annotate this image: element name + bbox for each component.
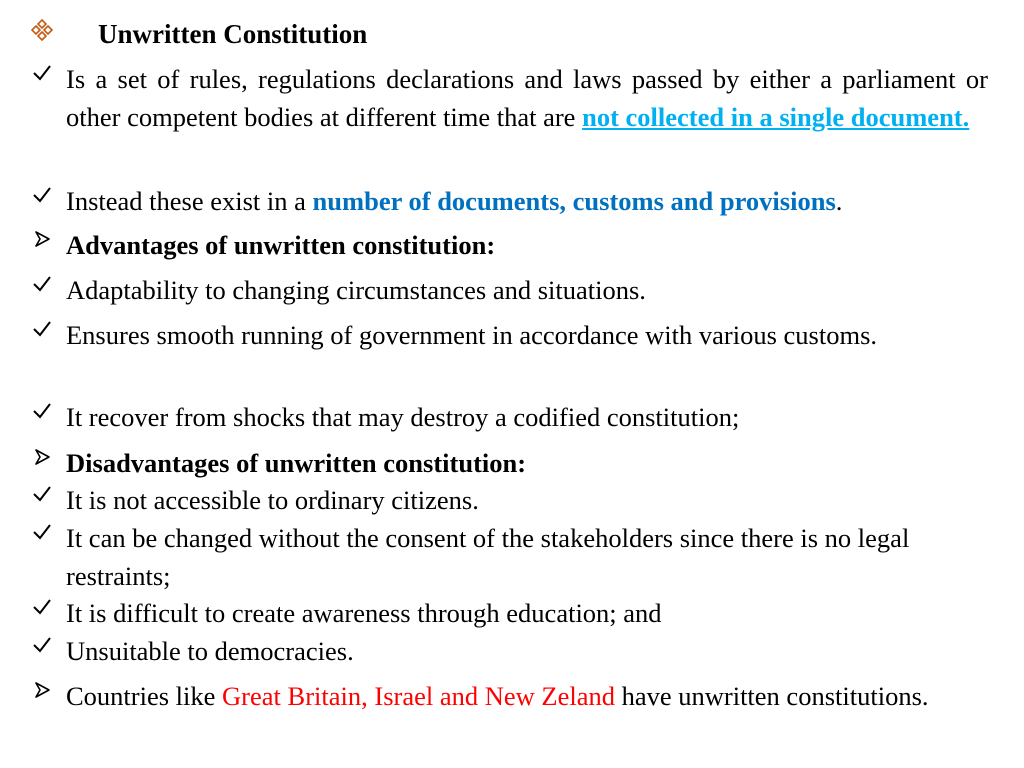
existence-highlight: number of documents, customs and provisions [312, 186, 836, 216]
checkmark-icon [28, 523, 56, 541]
arrow-head-icon [28, 448, 56, 466]
page-title: Unwritten Constitution [98, 19, 368, 49]
disadvantage-item: It is not accessible to ordinary citizens. [66, 485, 479, 515]
four-diamonds-icon [28, 19, 56, 41]
disadvantage-item: It is difficult to create awareness through education; and [66, 598, 662, 628]
arrow-head-icon [28, 230, 56, 248]
countries-highlight: Great Britain, Israel and New Zeland [222, 681, 615, 711]
advantage-item: Adaptability to changing circumstances and situations. [66, 275, 646, 305]
checkmark-icon [28, 186, 56, 204]
disadvantage-item: Unsuitable to democracies. [66, 636, 354, 666]
definition-text [66, 60, 988, 136]
checkmark-icon [28, 320, 56, 338]
checkmark-icon [28, 485, 56, 503]
existence-text [66, 182, 988, 220]
countries-lead: Countries like [66, 681, 223, 711]
countries-end: have unwritten constitutions. [614, 681, 929, 711]
advantage-item: It recover from shocks that may destroy a codified constitution; [66, 402, 740, 432]
disadvantage-item: It can be changed without the consent of the stakeholders since there is no legal restraints; [66, 523, 910, 591]
countries-text [66, 677, 988, 715]
checkmark-icon [28, 402, 56, 420]
checkmark-icon [28, 636, 56, 654]
advantages-heading: Advantages of unwritten constitution: [66, 230, 496, 260]
definition-lead: Is a set of rules, regulations declarations and laws passed by either a parliament or other competent bodies at different time that are [66, 64, 988, 132]
checkmark-icon [28, 598, 56, 616]
checkmark-icon [28, 64, 56, 82]
checkmark-icon [28, 275, 56, 293]
existence-end: . [835, 186, 843, 216]
existence-lead: Instead these exist in a [66, 186, 313, 216]
arrow-head-icon [28, 681, 56, 699]
definition-highlight: not collected in a single document. [582, 102, 970, 132]
disadvantages-heading: Disadvantages of unwritten constitution: [66, 448, 527, 478]
advantage-item: Ensures smooth running of government in accordance with various customs. [66, 320, 878, 350]
